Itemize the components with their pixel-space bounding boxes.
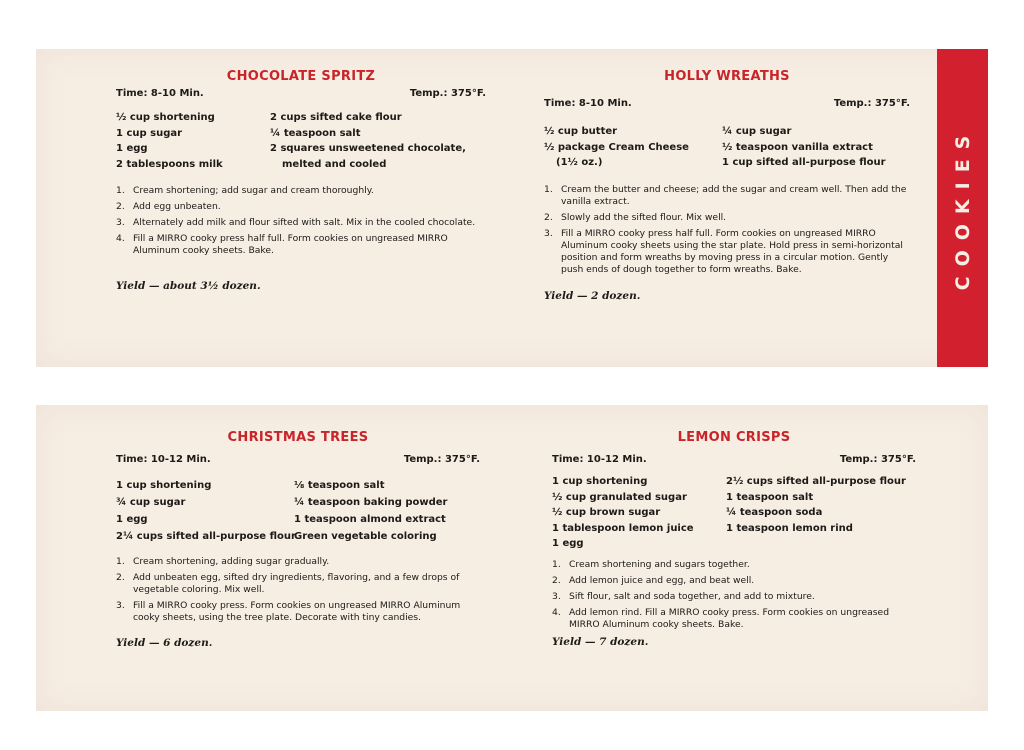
ingredient: 1 cup sugar bbox=[116, 127, 183, 139]
recipe-steps bbox=[544, 184, 910, 280]
ingredient: ½ cup brown sugar bbox=[552, 507, 661, 518]
recipe-steps bbox=[116, 185, 486, 261]
ingredients-right bbox=[726, 474, 906, 536]
ingredient: 1 egg bbox=[116, 514, 148, 525]
ingredient: ½ package Cream Cheese bbox=[544, 141, 689, 153]
ingredient: 1 teaspoon almond extract bbox=[294, 514, 446, 525]
ingredient: ¼ cup sugar bbox=[722, 126, 792, 137]
ingredient: Green vegetable coloring bbox=[294, 531, 437, 542]
step bbox=[116, 600, 480, 624]
recipe-time: Time: 8-10 Min. bbox=[544, 98, 632, 109]
ingredients-right bbox=[722, 124, 886, 171]
recipe-yield: Yield — 7 dozen. bbox=[552, 636, 649, 648]
step-text: Cream shortening and sugars together. bbox=[569, 559, 750, 570]
ingredient: 2½ cups sifted all-purpose flour bbox=[726, 476, 906, 487]
ingredients-left bbox=[116, 110, 223, 172]
step-text: Sift flour, salt and soda together, and add to mixture. bbox=[569, 591, 815, 602]
recipe-title: LEMON CRISPS bbox=[677, 430, 791, 445]
ingredient: 1 cup shortening bbox=[116, 480, 212, 491]
ingredient: ¾ cup sugar bbox=[116, 497, 186, 508]
step bbox=[544, 212, 910, 224]
step-text: Cream the butter and cheese; add the sugar and cream well. Then add the vanilla extract. bbox=[561, 184, 907, 207]
recipe-christmas-trees bbox=[116, 405, 480, 711]
ingredient: 1 cup sifted all-purpose flour bbox=[722, 157, 886, 168]
step-text: Fill a MIRRO cooky press. Form cookies on ungreased MIRRO Aluminum cooky sheets, using the tree plate. Decorate with tiny candies. bbox=[133, 600, 461, 623]
ingredient: ½ cup granulated sugar bbox=[552, 491, 687, 503]
recipe-yield: Yield — 2 dozen. bbox=[544, 290, 641, 302]
recipe-title: CHRISTMAS TREES bbox=[227, 430, 369, 445]
recipe-time: Time: 8-10 Min. bbox=[116, 88, 204, 99]
recipe-yield: Yield — about 3½ dozen. bbox=[116, 280, 261, 292]
ingredient: 1 tablespoon lemon juice bbox=[552, 522, 694, 534]
step bbox=[116, 185, 486, 197]
section-tab bbox=[937, 49, 988, 367]
ingredient: ¼ teaspoon soda bbox=[726, 507, 823, 518]
step-text: Fill a MIRRO cooky press half full. Form cookies on ungreased MIRRO Aluminum cooky sheets. Bake. bbox=[133, 233, 448, 256]
ingredient: 2 cups sifted cake flour bbox=[270, 112, 402, 123]
step-number: 4. bbox=[116, 233, 125, 244]
step bbox=[116, 556, 480, 568]
step-number: 2. bbox=[116, 572, 125, 583]
step-number: 1. bbox=[116, 556, 125, 567]
step-number: 2. bbox=[552, 575, 561, 586]
recipe-temp: Temp.: 375°F. bbox=[839, 454, 916, 465]
recipe-time: Time: 10-12 Min. bbox=[116, 454, 211, 465]
step bbox=[552, 591, 916, 603]
step-number: 1. bbox=[116, 185, 125, 196]
recipe-lemon-crisps bbox=[552, 405, 916, 711]
ingredient: (1½ oz.) bbox=[556, 157, 603, 168]
ingredients-left bbox=[544, 124, 689, 171]
ingredient: 1 teaspoon lemon rind bbox=[726, 522, 853, 534]
recipe-card-top bbox=[36, 49, 988, 367]
step-text: Fill a MIRRO cooky press half full. Form cookies on ungreased MIRRO Aluminum cooky sheets using the star plate. Hold press in semi-horizontal position and form wreaths by moving press in a circular motion. Gently push ends of dough together to form wreaths. Bake. bbox=[561, 228, 903, 275]
ingredient: 2¼ cups sifted all-purpose flour bbox=[116, 531, 296, 542]
ingredient: ¼ teaspoon baking powder bbox=[294, 497, 448, 508]
step-number: 2. bbox=[544, 212, 553, 223]
ingredient: 1 teaspoon salt bbox=[726, 491, 814, 503]
step-text: Add lemon juice and egg, and beat well. bbox=[569, 575, 755, 586]
ingredient: ½ cup butter bbox=[544, 126, 618, 137]
step-number: 3. bbox=[116, 600, 125, 611]
step bbox=[116, 572, 480, 596]
ingredient: 1 egg bbox=[116, 143, 148, 154]
step-number: 3. bbox=[544, 228, 553, 239]
step-number: 3. bbox=[552, 591, 561, 602]
ingredients-left bbox=[116, 477, 296, 545]
step-text: Add unbeaten egg, sifted dry ingredients, flavoring, and a few drops of vegetable coloring. Mix well. bbox=[133, 572, 460, 595]
recipe-temp: Temp.: 375°F. bbox=[833, 98, 910, 109]
step-text: Cream shortening, adding sugar gradually. bbox=[133, 556, 330, 567]
step-number: 1. bbox=[552, 559, 561, 570]
step bbox=[544, 228, 910, 276]
ingredient: 2 squares unsweetened chocolate, bbox=[270, 143, 466, 154]
recipe-chocolate-spritz bbox=[116, 49, 486, 367]
recipe-title: HOLLY WREATHS bbox=[664, 69, 790, 84]
step-text: Cream shortening; add sugar and cream thoroughly. bbox=[133, 185, 374, 196]
step bbox=[552, 559, 916, 571]
ingredient: ⅛ teaspoon salt bbox=[294, 480, 385, 491]
step-number: 4. bbox=[552, 607, 561, 618]
ingredient: ½ cup shortening bbox=[116, 112, 215, 123]
recipe-title: CHOCOLATE SPRITZ bbox=[226, 69, 376, 84]
recipe-steps bbox=[116, 556, 480, 628]
recipe-time: Time: 10-12 Min. bbox=[552, 454, 647, 465]
recipe-holly-wreaths bbox=[544, 49, 910, 367]
ingredient: 1 egg bbox=[552, 538, 584, 549]
recipe-card-bottom bbox=[36, 405, 988, 711]
step-text: Alternately add milk and flour sifted with salt. Mix in the cooled chocolate. bbox=[133, 217, 476, 228]
ingredient: 1 cup shortening bbox=[552, 476, 648, 487]
recipe-steps bbox=[552, 559, 916, 635]
step-number: 3. bbox=[116, 217, 125, 228]
step-text: Add lemon rind. Fill a MIRRO cooky press. Form cookies on ungreased MIRRO Aluminum cooky sheets. Bake. bbox=[569, 607, 890, 630]
step bbox=[552, 607, 916, 631]
step bbox=[544, 184, 910, 208]
section-tab-label: COOKIES bbox=[951, 125, 974, 291]
ingredient: ½ teaspoon vanilla extract bbox=[722, 141, 873, 153]
step-text: Add egg unbeaten. bbox=[133, 201, 221, 212]
ingredients-left bbox=[552, 474, 694, 552]
step-text: Slowly add the sifted flour. Mix well. bbox=[561, 212, 727, 223]
recipe-temp: Temp.: 375°F. bbox=[409, 88, 486, 99]
step-number: 2. bbox=[116, 201, 125, 212]
step bbox=[116, 217, 486, 229]
ingredients-right bbox=[294, 477, 447, 545]
recipe-temp: Temp.: 375°F. bbox=[403, 454, 480, 465]
step bbox=[116, 233, 486, 257]
ingredient: 2 tablespoons milk bbox=[116, 158, 223, 170]
ingredients-right bbox=[270, 110, 466, 172]
ingredient: ¼ teaspoon salt bbox=[270, 127, 361, 139]
step bbox=[552, 575, 916, 587]
step-number: 1. bbox=[544, 184, 553, 195]
ingredient: melted and cooled bbox=[282, 158, 387, 170]
recipe-yield: Yield — 6 dozen. bbox=[116, 637, 213, 649]
step bbox=[116, 201, 486, 213]
